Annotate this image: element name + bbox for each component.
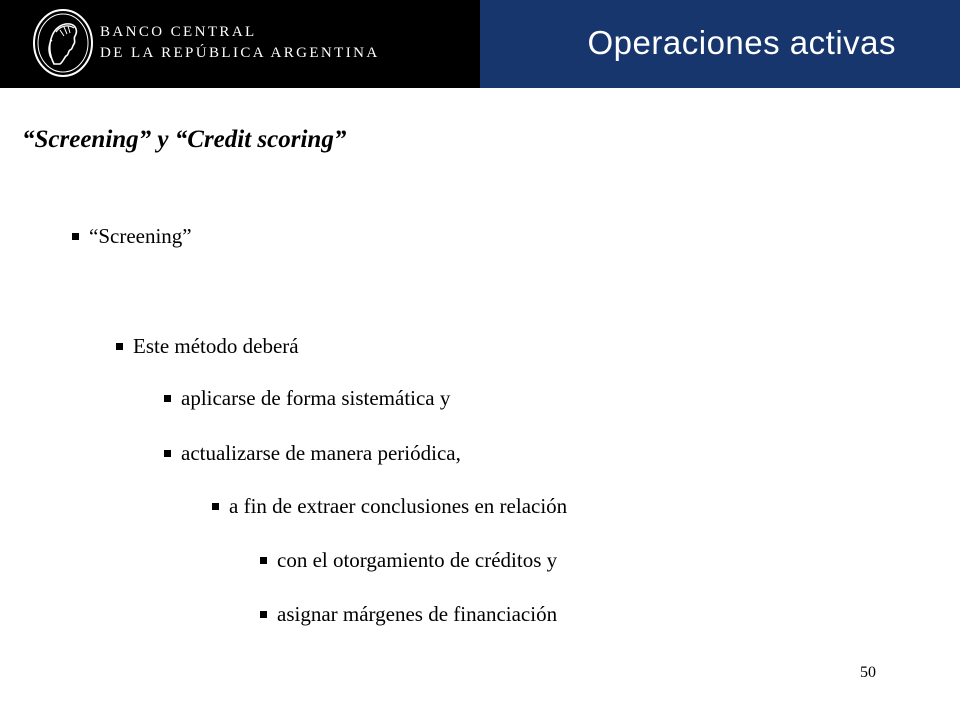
bank-name-line1: BANCO CENTRAL <box>100 24 257 40</box>
bullet-level2 <box>116 334 299 359</box>
square-bullet-icon <box>164 395 171 402</box>
bullet-level5 <box>260 548 557 573</box>
bullet-level1 <box>72 224 192 249</box>
bullet-text: “Screening” <box>89 224 192 248</box>
square-bullet-icon <box>164 450 171 457</box>
bullet-level3 <box>164 441 461 466</box>
bullet-level5 <box>260 602 557 627</box>
bullet-text: Este método deberá <box>133 334 299 358</box>
bullet-text: aplicarse de forma sistemática y <box>181 386 451 410</box>
bullet-level4 <box>212 494 567 519</box>
square-bullet-icon <box>260 557 267 564</box>
bullet-text: actualizarse de manera periódica, <box>181 441 461 465</box>
header-bank-panel <box>0 0 480 88</box>
square-bullet-icon <box>212 503 219 510</box>
bank-name-line2: DE LA REPÚBLICA ARGENTINA <box>100 45 380 61</box>
bullet-text: asignar márgenes de financiación <box>277 602 558 626</box>
header-title: Operaciones activas <box>587 24 896 61</box>
square-bullet-icon <box>260 611 267 618</box>
slide-title: “Screening” y “Credit scoring” <box>22 126 347 153</box>
bullet-level3 <box>164 386 450 411</box>
page-number: 50 <box>860 664 876 681</box>
bullet-text: con el otorgamiento de créditos y <box>277 548 558 572</box>
bullet-text: a fin de extraer conclusiones en relación <box>229 494 568 518</box>
header-title-panel <box>480 0 960 88</box>
bcra-effigy-logo-icon <box>30 6 96 80</box>
square-bullet-icon <box>72 233 79 240</box>
square-bullet-icon <box>116 343 123 350</box>
bank-name <box>100 22 380 64</box>
